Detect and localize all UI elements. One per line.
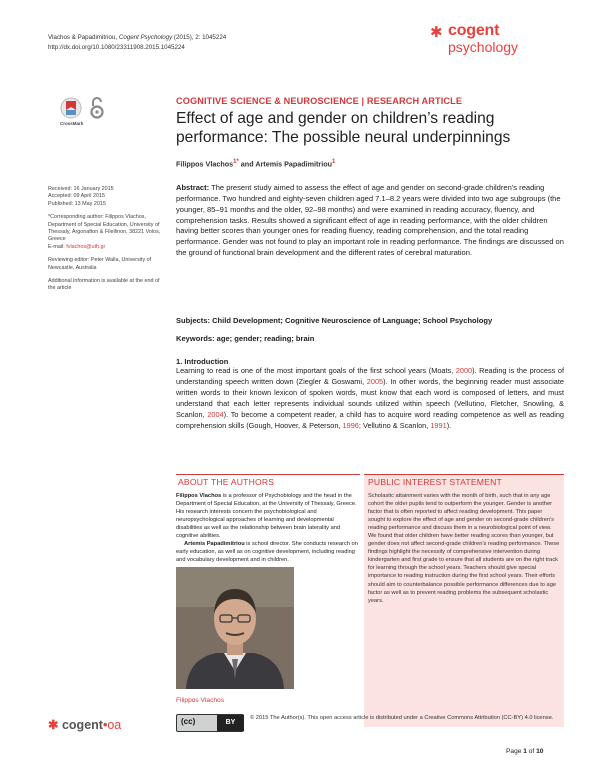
email-link[interactable]: fvlachos@uth.gr bbox=[66, 243, 106, 250]
logo-main-text: cogent bbox=[448, 22, 500, 39]
citation-journal: Cogent Psychology bbox=[118, 34, 173, 41]
page-current: 1 bbox=[523, 748, 527, 755]
about-authors-heading: ABOUT THE AUTHORS bbox=[178, 477, 275, 487]
author-2-affiliation: 1 bbox=[332, 159, 336, 165]
author-1-affiliation: 1 bbox=[233, 159, 237, 165]
email-label: E-mail: bbox=[48, 243, 67, 250]
about-author-1-name: Filippos Vlachos bbox=[176, 493, 222, 499]
about-authors-text bbox=[176, 492, 360, 564]
cogent-star-icon: ✱ bbox=[430, 24, 443, 41]
license-text: © 2015 The Author(s). This open access article is distributed under a Creative Commons Attribution (CC-BY) 4.0 license. bbox=[250, 715, 554, 721]
intro-heading: 1. Introduction bbox=[176, 357, 229, 366]
reference-link[interactable]: 1991 bbox=[430, 420, 447, 430]
subjects: Subjects: Child Development; Cognitive Neuroscience of Language; School Psychology bbox=[176, 316, 493, 325]
author-2[interactable]: and Artemis Papadimitriou bbox=[238, 159, 333, 169]
cogent-oa-logo bbox=[48, 717, 121, 732]
corresponding-author bbox=[48, 214, 166, 251]
about-author-2 bbox=[176, 540, 360, 564]
reviewing-editor: Reviewing editor: Peter Walla, University of Newcastle, Australia bbox=[48, 257, 152, 271]
citation bbox=[48, 33, 226, 53]
cc-by-badge[interactable] bbox=[176, 714, 244, 732]
crossmark-icon[interactable] bbox=[60, 97, 82, 119]
footer-logo-dot-icon: • bbox=[102, 718, 108, 732]
public-interest-box bbox=[364, 474, 564, 727]
public-interest-text: Scholastic attainment varies with the month of birth, such that in any age cohort the older pupils tend to outperform the younger. Gender is another factor that is often reported to affect reading development. This paper sought to explore the effect of age and gender on second-grade children’s reading performance and discuss them in a neurobiological point of view. We found that older children have better reading scores than younger, but gender does not affect second-grade children’s reading performance. These findings highlight the necessity of comprehensive intervention during kindergarten and first grade to ensure that all students are on the right track for learning through the school years. Teachers should give special importance to reading instruction during the first school years. Their efforts should aim to counterbalance possible performance differences due to age factor as well as to prevent reading problems the subsequent scholastic years. bbox=[368, 493, 560, 604]
article-authors bbox=[176, 159, 335, 168]
reference-link[interactable]: 2004 bbox=[207, 409, 224, 419]
about-authors-box bbox=[176, 474, 360, 727]
cc-label: (cc) bbox=[181, 717, 196, 726]
received-date: Received: 16 January 2015 bbox=[48, 186, 114, 192]
logo-sub-text: psychology bbox=[448, 39, 519, 55]
reference-link[interactable]: 2000 bbox=[455, 366, 473, 375]
abstract bbox=[176, 183, 564, 259]
published-date: Published: 13 May 2015 bbox=[48, 200, 106, 207]
photo-caption: Filippos Vlachos bbox=[176, 697, 225, 704]
intro-text: Learning to read is one of the most important goals of the first school years (Moats, bbox=[176, 366, 456, 375]
intro-text: ). In other words, the beginning reader must associate written words to their known lexicon of spoken words, must know that each word is composed of letters, and must understand that each letter represents individual sounds utilized within speech (Vellutino, Fletcher, Snowling, & Scanlon, bbox=[176, 376, 564, 419]
author-1[interactable]: Filippos Vlachos bbox=[176, 159, 234, 169]
intro-paragraph bbox=[176, 366, 564, 431]
footer-logo-main: cogent bbox=[61, 718, 103, 732]
intro-text: ). To become a competent reader, a child has to acquire word reading competence as well as reading comprehension skills (Gough, Hoover, & Peterson, bbox=[176, 409, 565, 430]
page-of: of bbox=[526, 748, 537, 755]
author-1-corresponding: * bbox=[236, 159, 239, 165]
about-author-2-name: Artemis Papadimitriou bbox=[184, 541, 245, 548]
doi-link[interactable]: http://dx.doi.org/10.1080/23311908.2015.1045224 bbox=[48, 44, 185, 51]
intro-text: ). Reading is the process of understanding speech written down (Ziegler & Goswami, bbox=[176, 366, 564, 386]
intro-text: ; Vellutino & Scanlon, bbox=[358, 420, 431, 430]
accepted-date: Accepted: 09 April 2015 bbox=[48, 193, 105, 200]
public-interest-heading: PUBLIC INTEREST STATEMENT bbox=[368, 477, 502, 487]
article-dates bbox=[48, 186, 166, 208]
open-access-icon bbox=[90, 97, 104, 119]
keywords: Keywords: age; gender; reading; brain bbox=[176, 334, 315, 343]
reference-link[interactable]: 2005 bbox=[366, 376, 384, 386]
citation-authors: Vlachos & Papadimitriou, bbox=[48, 34, 119, 41]
cc-by-label: BY bbox=[217, 715, 244, 731]
journal-logo bbox=[430, 22, 560, 55]
about-author-2-bio: is school director. She conducts research on early education, as well as on cognitive development, including reading and vocabulary development and in children. bbox=[176, 541, 358, 564]
article-title: Effect of age and gender on children’s reading performance: The possible neural underpinnings bbox=[176, 110, 511, 146]
article-category: COGNITIVE SCIENCE & NEUROSCIENCE | RESEARCH ARTICLE bbox=[176, 96, 463, 106]
page-label: Page bbox=[506, 748, 524, 755]
abstract-label: Abstract: bbox=[176, 183, 210, 192]
additional-info: Additional information is available at the end of the article bbox=[48, 278, 160, 292]
about-author-1-bio: is a professor of Psychobiology and the head in the Department of Special Education, at the University of Thessaly, Greece. His research interests concern the psychobiological and neuropsychological approaches of learning and developmental disabilities as well as the relationship between brain laterality and cognitive abilities. bbox=[176, 493, 357, 540]
cogent-star-icon: ✱ bbox=[48, 718, 59, 732]
article-icons bbox=[60, 97, 115, 131]
author-photo bbox=[176, 567, 294, 689]
intro-text: ). bbox=[446, 420, 452, 430]
page-number bbox=[506, 748, 543, 755]
crossmark-label: CrossMark bbox=[60, 121, 84, 126]
corresponding-text: *Corresponding author: Filippos Vlachos, Department of Special Education, University of Thessaly, Argonafton & Filellinon, 38221 Volos, Greece bbox=[48, 214, 161, 243]
footer-logo-oa: oa bbox=[107, 718, 122, 732]
citation-volume: (2015), 2: 1045224 bbox=[172, 34, 227, 41]
reference-link[interactable]: 1996 bbox=[342, 420, 359, 430]
about-author-1 bbox=[176, 492, 360, 540]
abstract-text: The present study aimed to assess the effect of age and gender on second-grade children’s reading performance. Two hundred and eighty-seven children aged 7.1–8.2 years were divided into two age subgroups (the younger, 85–91 months and the older, 92–98 months) and were examined in reading accuracy, fluency, and comprehension tasks. Results showed a significant effect of age in reading performance, with the older children having better scores than younger ones for reading fluency, reading comprehension, and the total reading performance. Gender was not found to play an important role in reading performance. The findings are discussed on the ground of functional brain development and the different rates of cerebral maturation. bbox=[176, 183, 564, 258]
page-total: 10 bbox=[536, 748, 544, 755]
article-sidebar bbox=[48, 186, 166, 299]
